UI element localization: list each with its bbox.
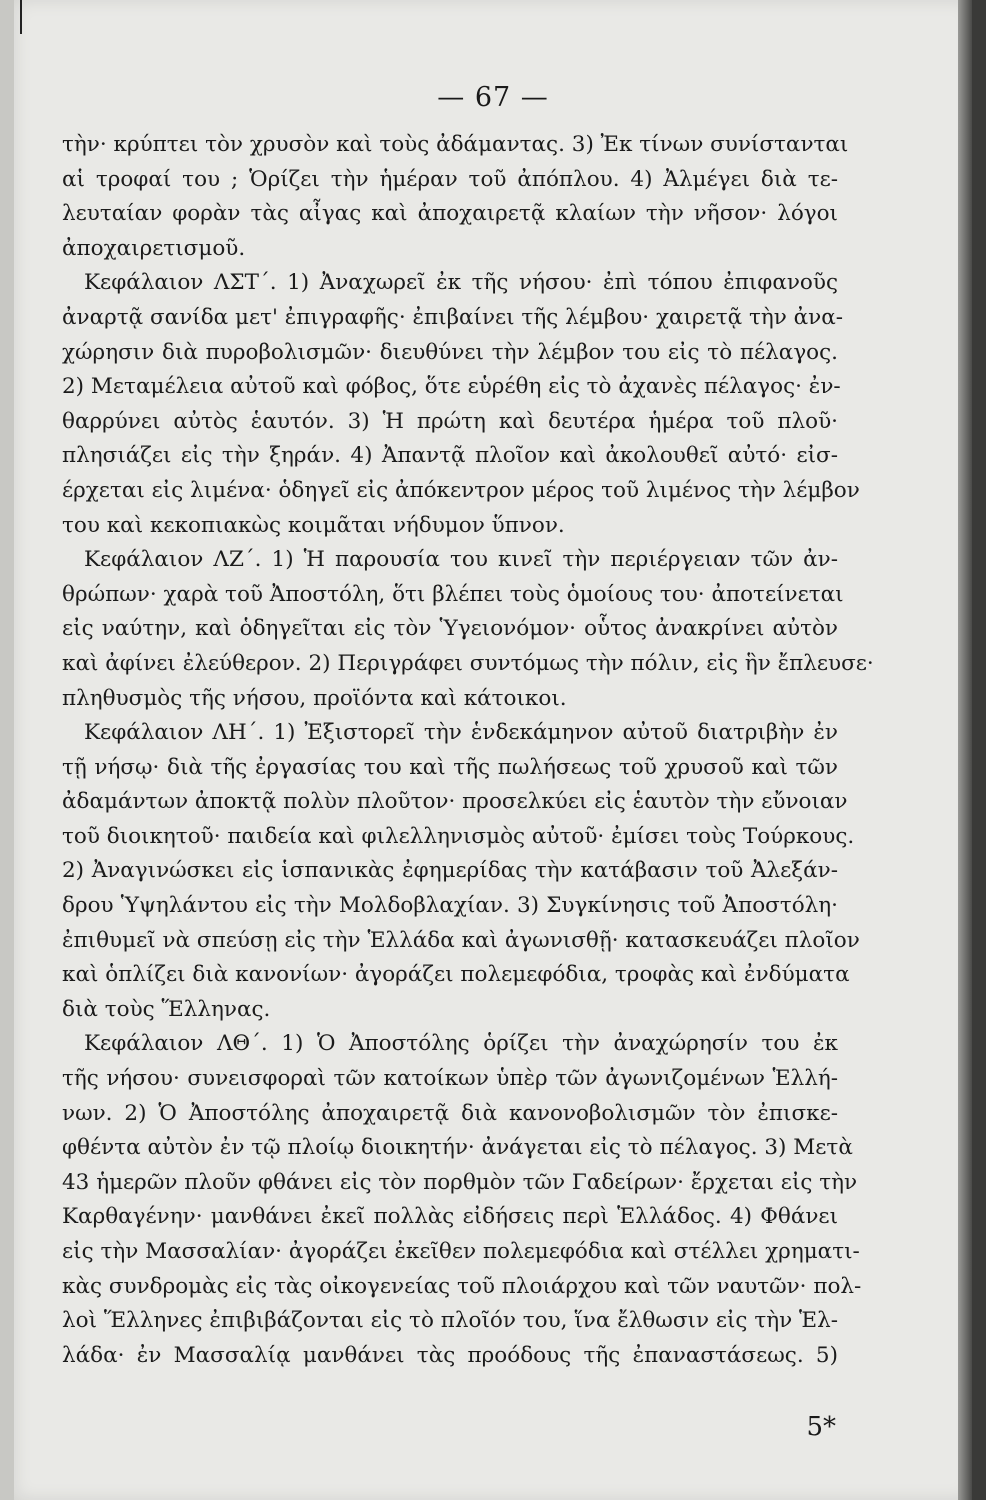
text-line: φθέντα αὐτὸν ἐν τῷ πλοίῳ διοικητήν· ἀνάγεται εἰς τὸ πέλαγος. 3) Μετὰ (62, 1135, 853, 1161)
text-line: Κεφάλαιον ΛΗ΄. 1) Ἐξιστορεῖ τὴν ἑνδεκάμηνον αὐτοῦ διατριβὴν ἐν (84, 720, 838, 746)
text-line: πλησιάζει εἰς τὴν ξηράν. 4) Ἀπαντᾷ πλοῖον καὶ ἀκολουθεῖ αὐτό· εἰσ- (62, 443, 838, 469)
text-line: λάδα· ἐν Μασσαλίᾳ μανθάνει τὰς προόδους τῆς ἐπαναστάσεως. 5) (62, 1342, 838, 1368)
text-line: του καὶ κεκοπιακὼς κοιμᾶται νήδυμον ὕπνον. (62, 512, 565, 538)
text-line: τὴν· κρύπτει τὸν χρυσὸν καὶ τοὺς ἀδάμαντας. 3) Ἐκ τίνων συνίστανται (62, 132, 849, 157)
text-line: πληθυσμὸς τῆς νήσου, προϊόντα καὶ κάτοικοι. (62, 685, 567, 711)
text-line: δρου Ὑψηλάντου εἰς τὴν Μολδοβλαχίαν. 3) Συγκίνησις τοῦ Ἀποστόλη· (62, 893, 838, 919)
text-line: ἀδαμάντων ἀποκτᾷ πολὺν πλοῦτον· προσελκύει εἰς ἑαυτὸν τὴν εὔνοιαν (62, 789, 848, 815)
text-line: ἀποχαιρετισμοῦ. (62, 235, 246, 261)
text-line: τῇ νήσῳ· διὰ τῆς ἐργασίας του καὶ τῆς πωλήσεως τοῦ χρυσοῦ καὶ τῶν (62, 754, 838, 780)
page-right-edge-shadow (958, 0, 972, 1500)
text-line: τῆς νήσου· συνεισφοραὶ τῶν κατοίκων ὑπὲρ τῶν ἀγωνιζομένων Ἑλλή- (62, 1066, 838, 1092)
text-line: διὰ τοὺς Ἕλληνας. (62, 996, 271, 1022)
text-line: 2) Μεταμέλεια αὐτοῦ καὶ φόβος, ὅτε εὑρέθη εἰς τὸ ἀχανὲς πέλαγος· ἐν- (62, 374, 841, 400)
text-line: Κεφάλαιον ΛΣΤ΄. 1) Ἀναχωρεῖ ἐκ τῆς νήσου· ἐπὶ τόπου ἐπιφανοῦς (84, 270, 838, 296)
text-line: νων. 2) Ὁ Ἀποστόλης ἀποχαιρετᾷ διὰ κανονοβολισμῶν τὸν ἐπισκε- (62, 1100, 838, 1126)
text-line: Κεφάλαιον ΛΖ΄. 1) Ἡ παρουσία του κινεῖ τὴν περιέργειαν τῶν ἀν- (84, 547, 838, 573)
text-line: εἰς τὴν Μασσαλίαν· ἀγοράζει ἐκεῖθεν πολεμεφόδια καὶ στέλλει χρηματι- (62, 1239, 860, 1264)
page-number: — 67 — (437, 82, 549, 113)
text-line: λευταίαν φορὰν τὰς αἶγας καὶ ἀποχαιρετᾷ κλαίων τὴν νῆσον· λόγοι (62, 201, 838, 227)
text-line: θαρρύνει αὐτὸς ἑαυτόν. 3) Ἡ πρώτη καὶ δευτέρα ἡμέρα τοῦ πλοῦ· (62, 408, 838, 434)
text-line: αἱ τροφαί του ; Ὁρίζει τὴν ἡμέραν τοῦ ἀπόπλου. 4) Ἀλμέγει διὰ τε- (62, 166, 838, 192)
text-line: χώρησιν διὰ πυροβολισμῶν· διευθύνει τὴν λέμβον του εἰς τὸ πέλαγος. (62, 339, 838, 365)
text-line: καὶ ἀφίνει ἐλεύθερον. 2) Περιγράφει συντόμως τὴν πόλιν, εἰς ἣν ἔπλευσε· (62, 650, 874, 676)
scan-corner-mark (20, 0, 22, 34)
text-line: Καρθαγένην· μανθάνει ἐκεῖ πολλὰς εἰδήσεις περὶ Ἑλλάδος. 4) Φθάνει (62, 1204, 838, 1230)
body-text (62, 128, 874, 1373)
text-line: εἰς ναύτην, καὶ ὁδηγεῖται εἰς τὸν Ὑγειονόμον· οὗτος ἀνακρίνει αὐτὸν (62, 616, 838, 642)
signature-mark: 5* (806, 1412, 836, 1442)
text-line: κὰς συνδρομὰς εἰς τὰς οἰκογενείας τοῦ πλοιάρχου καὶ τῶν ναυτῶν· πολ- (62, 1273, 862, 1299)
text-line: Κεφάλαιον ΛΘ΄. 1) Ὁ Ἀποστόλης ὁρίζει τὴν ἀναχώρησίν του ἐκ (84, 1031, 838, 1057)
text-line: λοὶ Ἕλληνες ἐπιβιβάζονται εἰς τὸ πλοῖόν του, ἵνα ἔλθωσιν εἰς τὴν Ἑλ- (62, 1308, 838, 1334)
text-line: έρχεται εἰς λιμένα· ὁδηγεῖ εἰς ἀπόκεντρον μέρος τοῦ λιμένος τὴν λέμβον (62, 477, 860, 503)
text-line: τοῦ διοικητοῦ· παιδεία καὶ φιλελληνισμὸς αὐτοῦ· ἐμίσει τοὺς Τούρκους. (62, 823, 855, 849)
text-line: θρώπων· χαρὰ τοῦ Ἀποστόλη, ὅτι βλέπει τοὺς ὁμοίους του· ἀποτείνεται (62, 581, 844, 607)
text-line: ἀναρτᾷ σανίδα μετ' ἐπιγραφῆς· ἐπιβαίνει τῆς λέμβου· χαιρετᾷ τὴν ἀνα- (62, 304, 843, 330)
text-line: 43 ἡμερῶν πλοῦν φθάνει εἰς τὸν πορθμὸν τῶν Γαδείρων· ἔρχεται εἰς τὴν (62, 1169, 858, 1195)
text-line: 2) Ἀναγινώσκει εἰς ἱσπανικὰς ἐφημερίδας τὴν κατάβασιν τοῦ Ἀλεξάν- (62, 858, 838, 884)
scan-left-edge (0, 0, 14, 1500)
text-line: καὶ ὁπλίζει διὰ κανονίων· ἀγοράζει πολεμεφόδια, τροφὰς καὶ ἐνδύματα (62, 962, 850, 988)
text-line: ἐπιθυμεῖ νὰ σπεύσῃ εἰς τὴν Ἑλλάδα καὶ ἀγωνισθῇ· κατασκευάζει πλοῖον (62, 927, 860, 953)
